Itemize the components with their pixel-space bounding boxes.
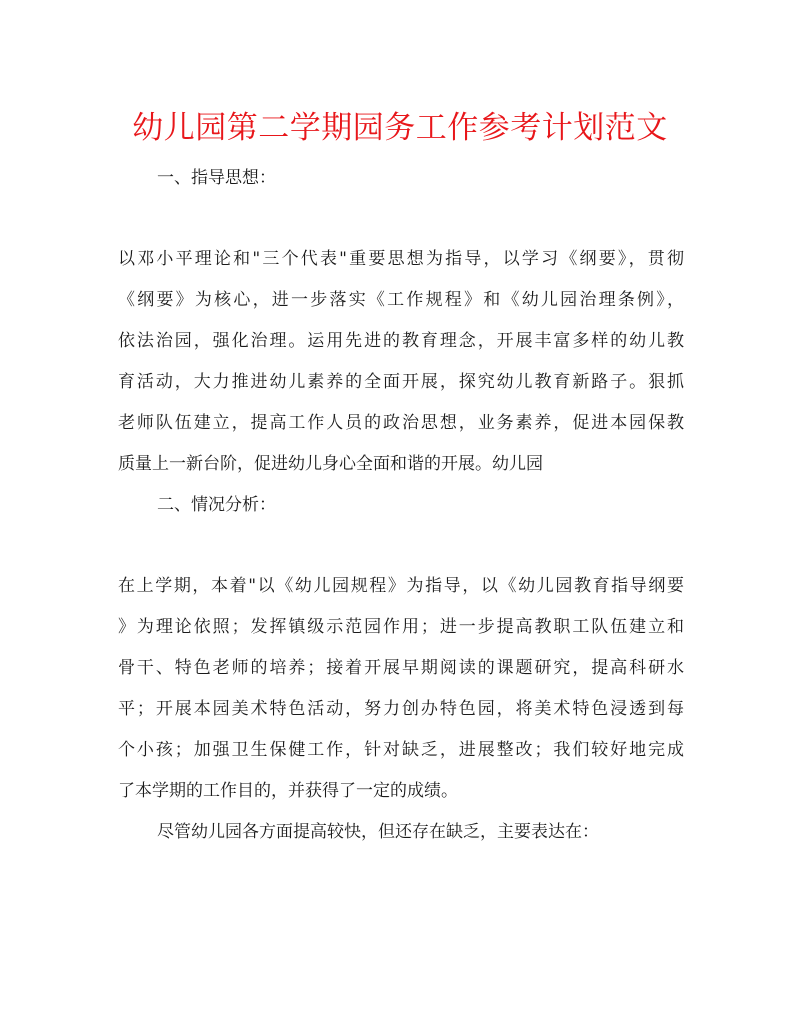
paragraph-line: 》为理论依照；发挥镇级示范园作用；进一步提高教职工队伍建立和 [118,617,684,637]
document-title: 幼儿园第二学期园务工作参考计划范文 [132,110,668,146]
paragraph-line: 个小孩；加强卫生保健工作，针对缺乏，进展整改；我们较好地完成 [118,740,684,760]
paragraph-line: 平；开展本园美术特色活动，努力创办特色园，将美术特色浸透到每 [118,699,684,719]
section-heading-guiding-ideology: 一、指导思想： [157,168,276,188]
paragraph-line: 育活动，大力推进幼儿素养的全面开展，探究幼儿教育新路子。狠抓 [118,372,684,392]
paragraph-line: 《纲要》为核心，进一步落实《工作规程》和《幼儿园治理条例》， [118,290,684,310]
paragraph-line: 老师队伍建立，提高工作人员的政治思想，业务素养，促进本园保教 [118,413,684,433]
paragraph-line: 在上学期，本着"以《幼儿园规程》为指导，以《幼儿园教育指导纲要 [118,576,684,596]
paragraph-line: 骨干、特色老师的培养；接着开展早期阅读的课题研究，提高科研水 [118,658,684,678]
paragraph-line: 质量上一新台阶，促进幼儿身心全面和谐的开展。幼儿园 [118,454,543,474]
paragraph-line: 以邓小平理论和"三个代表"重要思想为指导，以学习《纲要》，贯彻 [118,249,684,269]
section-heading-situation-analysis: 二、情况分析： [157,495,276,515]
paragraph-line: 依法治园，强化治理。运用先进的教育理念，开展丰富多样的幼儿教 [118,331,684,351]
paragraph-closing-line: 尽管幼儿园各方面提高较快，但还存在缺乏，主要表达在： [157,822,599,842]
paragraph-line: 了本学期的工作目的，并获得了一定的成绩。 [118,781,458,801]
